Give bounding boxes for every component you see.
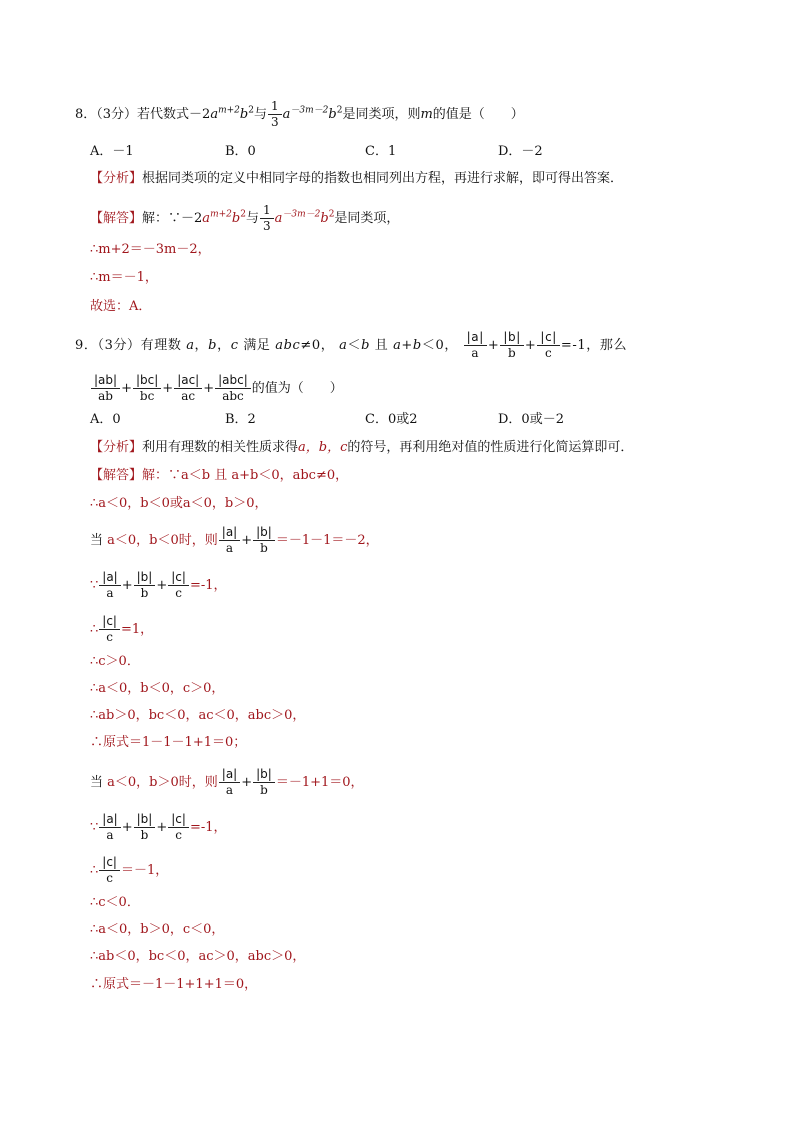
q8-term2-exp: －3m－2	[290, 105, 329, 116]
q9-den-abc: abc	[222, 389, 244, 403]
q9-option-c[interactable]: C．0或2	[365, 412, 418, 427]
q8-term1-bexp: 2	[248, 105, 254, 116]
q8-answer-label: 【解答】	[90, 211, 143, 226]
q8-options	[90, 143, 590, 161]
q9-stem-line2	[90, 373, 343, 404]
q9-l2-plus-2: +	[162, 381, 174, 396]
q9-l10-frac-a	[99, 812, 120, 843]
q9-l2-result: ＝－1－1＝－2，	[275, 533, 379, 548]
q9-frac-abc	[215, 373, 251, 404]
q9-lt: ＜	[347, 338, 362, 353]
q9-l4-result: =1，	[120, 622, 154, 637]
q9-l9-den-a: a	[225, 783, 234, 797]
q8-option-a[interactable]: A．－1	[90, 144, 134, 159]
q9-frac-ac	[174, 373, 202, 404]
q9-line-2	[90, 525, 379, 556]
q8-answer-start: 解：∵－2	[142, 211, 203, 226]
q9-line-8: ∴原式＝1－1－1+1＝0；	[90, 735, 247, 750]
q9-l4-den-c: c	[106, 630, 113, 644]
q9-l2-plus-3: +	[203, 381, 215, 396]
q9-l11-therefore: ∴	[90, 863, 99, 878]
q9-answer-label: 【解答】	[90, 468, 143, 483]
q8-term2-b: b	[328, 107, 337, 122]
q9-stem-den-a: a	[471, 346, 480, 360]
q9-l10-den-c: c	[175, 828, 182, 842]
q9-analysis-c: 的符号，再利用绝对值的性质进行化简运算即可．	[347, 440, 634, 455]
q9-l10-abs-c: |c|	[168, 812, 189, 828]
q9-l3-frac-b	[134, 570, 156, 601]
q9-l4-abs-c: |c|	[99, 614, 120, 630]
q9-den-ab: ab	[98, 389, 113, 403]
q9-frac-ab	[91, 373, 120, 404]
q9-stem-abs-a: |a|	[464, 330, 487, 346]
q8-ans-frac-num: 1	[260, 203, 274, 219]
q9-l2-plus-1: +	[121, 381, 132, 396]
q9-l10-abs-a: |a|	[99, 812, 120, 828]
q8-ans-t2-base: a	[274, 211, 283, 226]
q8-stem-mid: 是同类项，则	[342, 107, 421, 122]
q9-l3-abs-a: |a|	[99, 570, 120, 586]
q9-abs-ac: |ac|	[174, 373, 202, 389]
q9-cond-a: a	[339, 338, 348, 353]
q9-frac-c	[537, 330, 559, 361]
q9-l9-result: ＝－1+1＝0，	[275, 775, 364, 790]
q9-l9-frac-a	[219, 767, 240, 798]
q9-option-d[interactable]: D．0或－2	[498, 412, 564, 427]
q9-option-b[interactable]: B．2	[225, 412, 256, 427]
q9-l3-abs-b: |b|	[134, 570, 156, 586]
q8-answer	[90, 203, 399, 234]
q8-option-d[interactable]: D．－2	[498, 144, 543, 159]
q9-stem-abs-b: |b|	[500, 330, 524, 346]
q8-ans-t1-exp: m+2	[210, 209, 232, 220]
q9-l2-frac-b	[253, 525, 275, 556]
q9-stem-den-b: b	[508, 346, 517, 360]
q8-term1-exp: m+2	[218, 105, 240, 116]
q9-l10-frac-c	[168, 812, 189, 843]
q9-plus-2: +	[524, 338, 537, 353]
q9-l4-therefore: ∴	[90, 622, 99, 637]
q8-fraction	[268, 99, 282, 130]
q9-l9-frac-b	[253, 767, 275, 798]
q8-answer-fraction	[260, 203, 274, 234]
q9-comma-1: ，	[194, 338, 209, 353]
q8-analysis	[90, 170, 623, 188]
q9-l3-frac-c	[168, 570, 189, 601]
q9-l3-frac-a	[99, 570, 120, 601]
q9-var-b: b	[208, 338, 218, 353]
q9-line-5: ∴c＞0．	[90, 654, 140, 669]
q9-l9-abs-a: |a|	[219, 767, 240, 783]
q9-l3-abs-c: |c|	[168, 570, 189, 586]
q9-qie: 且	[374, 338, 389, 353]
q9-l9-den-b: b	[260, 783, 268, 797]
q9-l11-frac-c	[99, 855, 120, 886]
q9-apb: a+b	[393, 338, 422, 353]
q9-den-bc: bc	[139, 389, 155, 403]
q9-l3-den-b: b	[140, 586, 149, 600]
q8-ans-t1-base: a	[202, 211, 211, 226]
q9-line-10	[90, 812, 227, 843]
q9-l3-den-c: c	[175, 586, 182, 600]
q8-ans-t1-bexp: 2	[240, 209, 246, 220]
q9-line-1: ∴a＜0，b＜0或a＜0，b＞0，	[90, 496, 268, 511]
q9-line-15: ∴原式＝－1－1+1+1＝0，	[90, 977, 258, 992]
q8-analysis-text: 根据同类项的定义中相同字母的指数也相同列出方程，再进行求解，即可得出答案．	[142, 171, 624, 186]
q9-satisfy: 满足	[243, 338, 271, 353]
q9-abs-ab: |ab|	[91, 373, 120, 389]
q9-abs-bc: |bc|	[133, 373, 161, 389]
q9-den-ac: ac	[181, 389, 196, 403]
q9-line-12: ∴c＜0．	[90, 895, 140, 910]
q9-l10-result: =-1，	[189, 820, 227, 835]
q8-ans-t2-b: b	[320, 211, 329, 226]
q8-var-m: m	[420, 107, 433, 122]
q9-l9-cond: a＜0，b＞0时，则	[107, 775, 218, 790]
q9-l11-den-c: c	[106, 871, 113, 885]
q8-ans-frac-den: 3	[262, 219, 271, 233]
q9-option-a[interactable]: A．0	[90, 412, 121, 427]
q9-l2-abs-a: |a|	[219, 525, 240, 541]
q8-stem	[75, 99, 524, 130]
q9-l3-den-a: a	[106, 586, 114, 600]
q9-l10-frac-b	[134, 812, 156, 843]
q9-l10-because: ∵	[90, 820, 99, 835]
q8-step-3: 故选：A．	[90, 299, 152, 314]
q9-line-14: ∴ab＜0，bc＜0，ac＞0，abc＞0，	[90, 949, 306, 964]
q9-options	[90, 411, 610, 429]
q9-l2-abs-b: |b|	[253, 525, 275, 541]
q9-line-11	[90, 855, 168, 886]
q8-step-2: ∴m＝－1，	[90, 270, 158, 285]
q9-comma-2: ，	[217, 338, 231, 353]
q9-abs-abc: |abc|	[215, 373, 251, 389]
q9-l2-cond: a＜0，b＜0时，则	[107, 533, 218, 548]
q8-term2-bexp: 2	[336, 105, 343, 116]
q9-frac-a	[464, 330, 487, 361]
q8-option-c[interactable]: C．1	[365, 144, 397, 159]
q9-line-9	[90, 767, 364, 798]
q9-l10-den-a: a	[106, 828, 114, 842]
q9-l9-abs-b: |b|	[253, 767, 275, 783]
q9-l4-frac-c	[99, 614, 120, 645]
q8-term2-base: a	[282, 107, 291, 122]
q9-l9-plus: +	[241, 775, 253, 790]
q9-stem-start: 9．（3分）有理数	[75, 338, 182, 353]
q9-abc: abc	[275, 338, 301, 353]
q8-ans-t2-bexp: 2	[328, 209, 335, 220]
q9-stem-abs-c: |c|	[537, 330, 559, 346]
q9-l3-because: ∵	[90, 578, 99, 593]
q9-frac-bc	[133, 373, 161, 404]
q9-neq0: ≠0，	[300, 338, 335, 353]
q9-plus-1: +	[487, 338, 500, 353]
q8-frac-num: 1	[268, 99, 282, 115]
q8-with: 与	[253, 107, 267, 122]
q9-l10-plus-1: +	[121, 820, 133, 835]
q8-term1-b: b	[239, 107, 249, 122]
q8-stem-start: 8．（3分）若代数式－2	[75, 107, 211, 122]
q9-l11-abs-c: |c|	[99, 855, 120, 871]
q9-l3-plus-2: +	[156, 578, 168, 593]
q9-stem-line1	[75, 330, 627, 361]
q9-analysis	[90, 439, 633, 457]
q9-analysis-a: 利用有理数的相关性质求得	[142, 440, 299, 455]
q9-var-c: c	[230, 338, 239, 353]
q9-line-4	[90, 614, 153, 645]
q9-line-7: ∴ab＞0，bc＜0，ac＜0，abc＞0，	[90, 708, 306, 723]
q8-option-b[interactable]: B．0	[225, 144, 256, 159]
q8-ans-with: 与	[245, 211, 259, 226]
q8-analysis-label: 【分析】	[90, 171, 143, 186]
q8-ans-t1-b: b	[231, 211, 241, 226]
q9-l2-plus: +	[241, 533, 253, 548]
q9-l2-den-b: b	[260, 541, 268, 555]
q9-l3-plus-1: +	[121, 578, 133, 593]
q9-stem-den-c: c	[545, 346, 553, 360]
q9-eq-neg1: =-1，那么	[560, 338, 628, 353]
q8-stem-end: 的值是（ ）	[432, 107, 524, 122]
q9-line-6: ∴a＜0，b＜0，c＞0，	[90, 681, 225, 696]
q9-answer-start: 解：∵a＜b 且 a+b＜0，abc≠0，	[142, 468, 349, 483]
q9-answer	[90, 467, 348, 485]
q9-l10-plus-2: +	[156, 820, 168, 835]
q9-l2-when: 当	[90, 533, 104, 548]
q9-l2-frac-a	[219, 525, 240, 556]
q8-term1-base: a	[210, 107, 219, 122]
q8-answer-end: 是同类项，	[334, 211, 400, 226]
q9-l10-den-b: b	[140, 828, 149, 842]
q8-ans-t2-exp: －3m－2	[282, 209, 321, 220]
q9-line-13: ∴a＜0，b＞0，c＜0，	[90, 922, 225, 937]
q9-lt0: ＜0，	[421, 338, 458, 353]
q9-l2-den-a: a	[225, 541, 234, 555]
q9-l10-abs-b: |b|	[134, 812, 156, 828]
q9-analysis-label: 【分析】	[90, 440, 143, 455]
q9-l9-when: 当	[90, 775, 104, 790]
q9-value-of: 的值为（ ）	[251, 381, 343, 396]
q9-line-3	[90, 570, 227, 601]
q9-l3-result: =-1，	[189, 578, 227, 593]
q8-frac-den: 3	[270, 115, 279, 129]
q9-var-a: a	[186, 338, 195, 353]
q9-frac-b	[500, 330, 524, 361]
q9-cond-b: b	[361, 338, 370, 353]
q9-analysis-b: a，b，c	[298, 440, 348, 455]
q9-l11-result: ＝－1，	[120, 863, 169, 878]
q8-step-1: ∴m+2＝－3m－2，	[90, 242, 211, 257]
